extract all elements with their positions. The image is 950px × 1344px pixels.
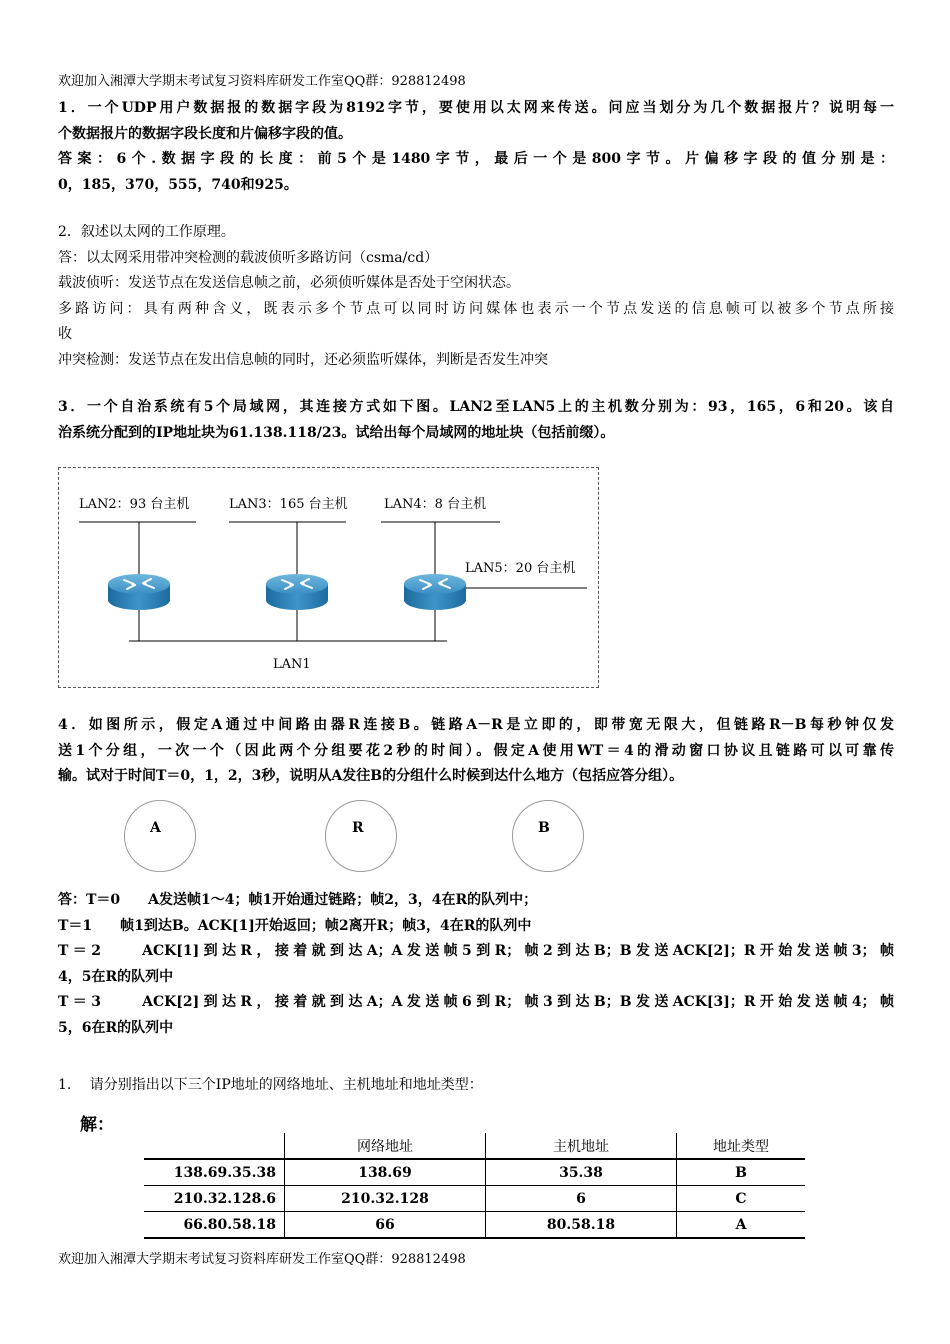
lan1-label: LAN1 [273, 657, 311, 672]
q2-answer-line3: 多路访问：具有两种含义，既表示多个节点可以同时访问媒体也表示一个节点发送的信息帧可以被多个节点所接 [58, 300, 894, 317]
node-b-label: B [538, 820, 550, 836]
page-header: 欢迎加入湘潭大学期末考试复习资料库研发工作室QQ群：928812498 [58, 74, 466, 89]
table-header-cell: 网络地址 [285, 1133, 486, 1159]
table-cell: C [677, 1186, 806, 1212]
q2-answer-line1: 答：以太网采用带冲突检测的载波侦听多路访问（csma/cd） [58, 249, 439, 266]
q4-answer-t3-line2: 5，6在R的队列中 [58, 1019, 174, 1036]
table-cell: 35.38 [486, 1159, 677, 1186]
ip-address-table [144, 1133, 805, 1239]
lan4-label: LAN4：8 台主机 [384, 497, 487, 512]
table-cell: 80.58.18 [486, 1212, 677, 1239]
q2-answer-line5: 冲突检测：发送节点在发出信息帧的同时，还必须监听媒体，判断是否发生冲突 [58, 351, 548, 368]
node-a-circle [124, 800, 196, 872]
table-cell: 6 [486, 1186, 677, 1212]
q4-text [58, 713, 894, 790]
table-row [144, 1159, 805, 1186]
q4-answer [58, 888, 894, 1041]
q5-solution-label: 解： [80, 1115, 114, 1135]
lan3-label: LAN3：165 台主机 [229, 497, 348, 512]
table-cell: 66 [285, 1212, 486, 1239]
node-r-label: R [352, 820, 364, 836]
table-cell: B [677, 1159, 806, 1186]
q4-answer-t0: 答：T＝0 A发送帧1～4；帧1开始通过链路；帧2，3，4在R的队列中； [58, 892, 538, 908]
node-a-label: A [150, 820, 161, 836]
q4-answer-t1: T＝1 帧1到达B。ACK[1]开始返回；帧2离开R；帧3，4在R的队列中 [58, 917, 532, 934]
q4-line1: 4．如图所示，假定A通过中间路由器R连接B。链路A－R是立即的，即带宽无限大，但链路R－B每秒钟仅发 [58, 717, 894, 733]
table-row [144, 1212, 805, 1239]
router-icon [266, 574, 328, 610]
table-cell: 66.80.58.18 [144, 1212, 285, 1239]
table-row [144, 1186, 805, 1212]
node-r-circle [325, 800, 397, 872]
q2-answer-line2: 载波侦听：发送节点在发送信息帧之前，必须侦听媒体是否处于空闲状态。 [58, 275, 520, 291]
q4-line2: 送1个分组，一次一个（因此两个分组要花2秒的时间）。假定A使用WT＝4的滑动窗口协议且链路可以可靠传 [58, 742, 894, 759]
q5-title: 1. 请分别指出以下三个IP地址的网络地址、主机地址和地址类型： [58, 1077, 483, 1093]
lan5-label: LAN5：20 台主机 [465, 561, 576, 576]
q4-answer-t2-line1: T＝2 ACK[1]到达R，接着就到达A；A发送帧5到R；帧2到达B；B发送ACK[2]；R开始发送帧3；帧 [58, 943, 894, 959]
router-icon [108, 574, 170, 610]
lan2-label: LAN2：93 台主机 [79, 497, 190, 512]
table-cell: 210.32.128 [285, 1186, 486, 1212]
table-cell: A [677, 1212, 806, 1239]
q1-line1: 1．一个UDP用户数据报的数据字段为8192字节，要使用以太网来传送。问应当划分为几个数据报片？说明每一 [58, 100, 894, 116]
table-header-cell: 地址类型 [677, 1133, 806, 1159]
q1-answer-line1: 答案：6个.数据字段的长度：前5个是1480字节，最后一个是800字节。片偏移字段的值分别是： [58, 151, 894, 167]
q3-line2: 治系统分配到的IP地址块为61.138.118/23。试给出每个局域网的地址块（包括前缀）。 [58, 424, 615, 441]
q2-answer-line4: 收 [58, 326, 72, 342]
network-diagram [58, 467, 599, 688]
q1-line2: 个数据报片的数据字段长度和片偏移字段的值。 [58, 125, 352, 142]
router-icon [404, 574, 466, 610]
q3-text [58, 395, 894, 446]
q4-answer-t2-line2: 4，5在R的队列中 [58, 968, 174, 985]
q2-title: 2．叙述以太网的工作原理。 [58, 224, 235, 240]
table-header-row [144, 1133, 805, 1159]
table-header-cell [144, 1133, 285, 1159]
q2-text [58, 220, 894, 373]
q1-text [58, 96, 894, 198]
table-cell: 138.69 [285, 1159, 486, 1186]
table-cell: 210.32.128.6 [144, 1186, 285, 1212]
node-b-circle [512, 800, 584, 872]
table-cell: 138.69.35.38 [144, 1159, 285, 1186]
q3-line1: 3．一个自治系统有5个局域网，其连接方式如下图。LAN2至LAN5上的主机数分别为：93，165，6和20。该自 [58, 399, 894, 415]
q4-line3: 输。试对于时间T＝0，1，2，3秒，说明从A发往B的分组什么时候到达什么地方（包括应答分组）。 [58, 768, 684, 784]
q4-answer-t3-line1: T＝3 ACK[2]到达R，接着就到达A；A发送帧6到R；帧3到达B；B发送ACK[3]；R开始发送帧4；帧 [58, 994, 894, 1010]
table-header-cell: 主机地址 [486, 1133, 677, 1159]
page-footer: 欢迎加入湘潭大学期末考试复习资料库研发工作室QQ群：928812498 [58, 1252, 466, 1267]
q1-answer-line2: 0，185，370，555，740和925。 [58, 176, 298, 193]
